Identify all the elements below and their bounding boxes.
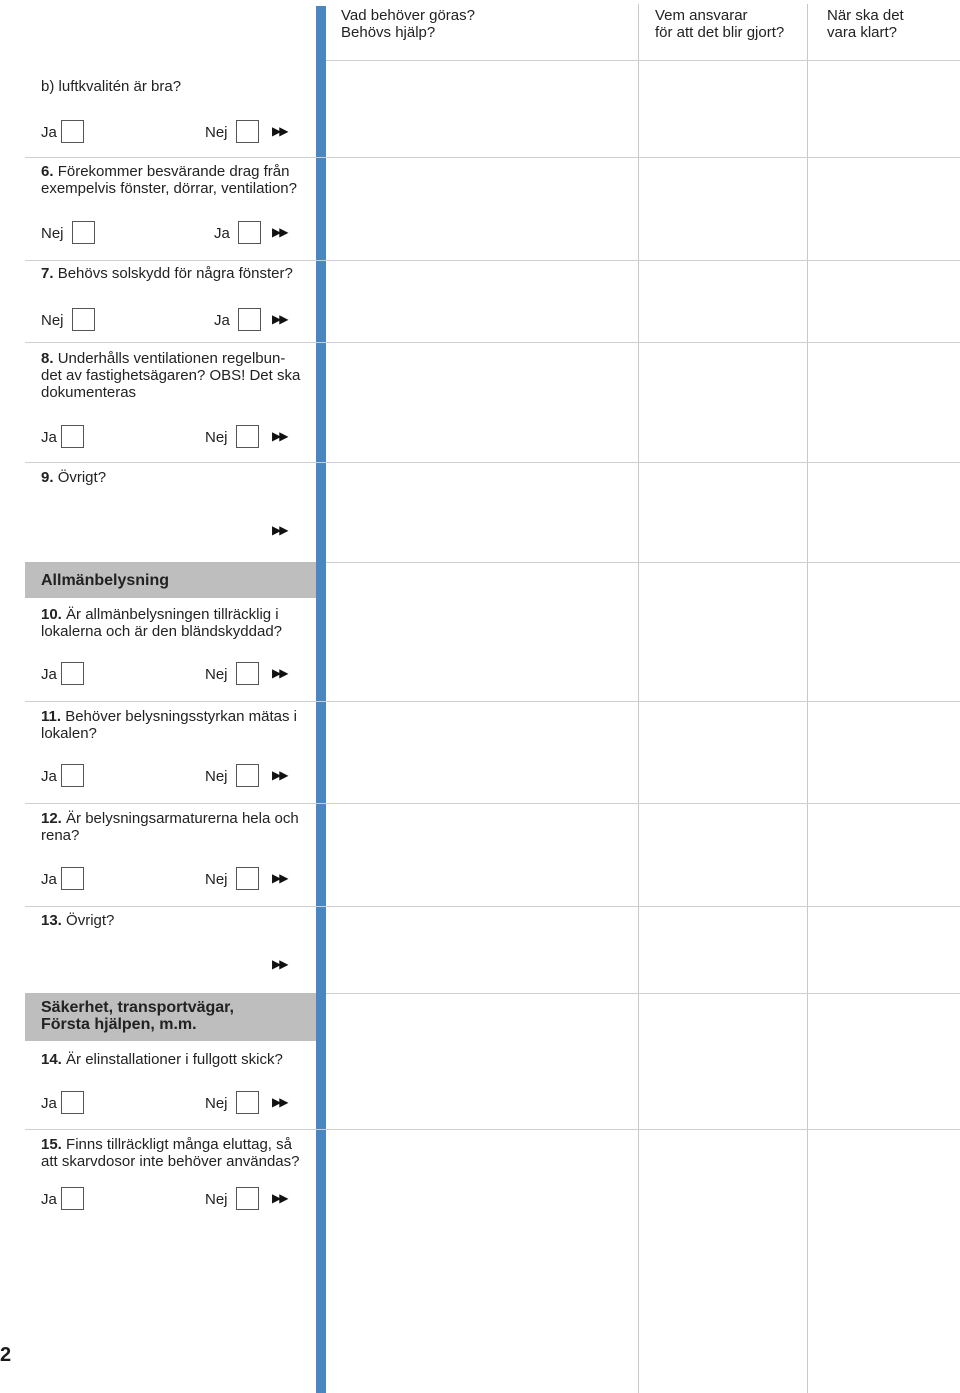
question-9: 9. Övrigt?: [41, 469, 107, 486]
question-11: 11. Behöver belysningsstyrkan mätas i lokalen?: [41, 708, 297, 742]
forward-arrow-icon: ▶▶: [272, 957, 287, 971]
option-label: Nej: [205, 124, 228, 141]
checkbox-11-ja[interactable]: [61, 764, 84, 787]
checkbox-7-ja[interactable]: [238, 308, 261, 331]
option-label: Nej: [41, 312, 64, 329]
forward-arrow-icon: ▶▶: [272, 225, 287, 239]
forward-arrow-icon: ▶▶: [272, 1095, 287, 1109]
checkbox-10-ja[interactable]: [61, 662, 84, 685]
question-10: 10. Är allmänbelysningen tillräcklig i lokalerna och är den bländskyddad?: [41, 606, 283, 640]
row-divider: [25, 803, 960, 804]
checkbox-15-ja[interactable]: [61, 1187, 84, 1210]
row-divider: [326, 60, 960, 61]
option-label: Ja: [214, 225, 230, 242]
checkbox-7-nej[interactable]: [72, 308, 95, 331]
section-header-lighting: Allmänbelysning: [25, 562, 316, 598]
checkbox-6-nej[interactable]: [72, 221, 95, 244]
forward-arrow-icon: ▶▶: [272, 523, 287, 537]
forward-arrow-icon: ▶▶: [272, 871, 287, 885]
checkbox-11-nej[interactable]: [236, 764, 259, 787]
option-label: Nej: [205, 1191, 228, 1208]
checkbox-14-ja[interactable]: [61, 1091, 84, 1114]
checkbox-6-ja[interactable]: [238, 221, 261, 244]
header-who-responsible: Vem ansvarar för att det blir gjort?: [655, 7, 785, 41]
question-15: 15. Finns tillräckligt många eluttag, så att skarvdosor inte behöver användas?: [41, 1136, 300, 1170]
blue-margin-bar: [316, 6, 326, 1393]
question-8: 8. Underhålls ventilationen regelbun- det av fastighetsägaren? OBS! Det ska dokumenteras: [41, 350, 301, 401]
row-divider: [25, 342, 960, 343]
checkbox-12-ja[interactable]: [61, 867, 84, 890]
option-label: Ja: [41, 124, 57, 141]
column-divider: [638, 4, 639, 1393]
header-what-needs-doing: Vad behöver göras? Behövs hjälp?: [341, 7, 475, 41]
option-label: Ja: [41, 871, 57, 888]
forward-arrow-icon: ▶▶: [272, 312, 287, 326]
checkbox-b-nej[interactable]: [236, 120, 259, 143]
forward-arrow-icon: ▶▶: [272, 768, 287, 782]
option-label: Ja: [41, 429, 57, 446]
row-divider: [25, 462, 960, 463]
checkbox-14-nej[interactable]: [236, 1091, 259, 1114]
question-6: 6. Förekommer besvärande drag från exempelvis fönster, dörrar, ventilation?: [41, 163, 297, 197]
forward-arrow-icon: ▶▶: [272, 429, 287, 443]
option-label: Ja: [41, 1095, 57, 1112]
row-divider: [25, 1129, 960, 1130]
option-label: Nej: [205, 429, 228, 446]
forward-arrow-icon: ▶▶: [272, 124, 287, 138]
option-label: Ja: [41, 1191, 57, 1208]
option-label: Ja: [214, 312, 230, 329]
page-number: 2: [0, 1344, 12, 1366]
option-label: Ja: [41, 666, 57, 683]
forward-arrow-icon: ▶▶: [272, 1191, 287, 1205]
column-divider: [807, 4, 808, 1393]
section-header-safety: Säkerhet, transportvägar, Första hjälpen, m.m.: [25, 993, 316, 1041]
checkbox-10-nej[interactable]: [236, 662, 259, 685]
checkbox-12-nej[interactable]: [236, 867, 259, 890]
row-divider: [25, 260, 960, 261]
row-divider: [326, 562, 960, 563]
option-label: Nej: [205, 871, 228, 888]
row-divider: [326, 993, 960, 994]
checkbox-8-nej[interactable]: [236, 425, 259, 448]
row-divider: [25, 157, 960, 158]
option-label: Nej: [41, 225, 64, 242]
row-divider: [25, 906, 960, 907]
question-13: 13. Övrigt?: [41, 912, 115, 929]
option-label: Nej: [205, 666, 228, 683]
row-divider: [25, 701, 960, 702]
header-when-done: När ska det vara klart?: [827, 7, 904, 41]
checkbox-b-ja[interactable]: [61, 120, 84, 143]
option-label: Ja: [41, 768, 57, 785]
question-14: 14. Är elinstallationer i fullgott skick?: [41, 1051, 283, 1068]
question-b: b) luftkvalitén är bra?: [41, 78, 182, 95]
forward-arrow-icon: ▶▶: [272, 666, 287, 680]
question-12: 12. Är belysningsarmaturerna hela och rena?: [41, 810, 299, 844]
option-label: Nej: [205, 768, 228, 785]
checkbox-15-nej[interactable]: [236, 1187, 259, 1210]
question-7: 7. Behövs solskydd för några fönster?: [41, 265, 293, 282]
checkbox-8-ja[interactable]: [61, 425, 84, 448]
option-label: Nej: [205, 1095, 228, 1112]
